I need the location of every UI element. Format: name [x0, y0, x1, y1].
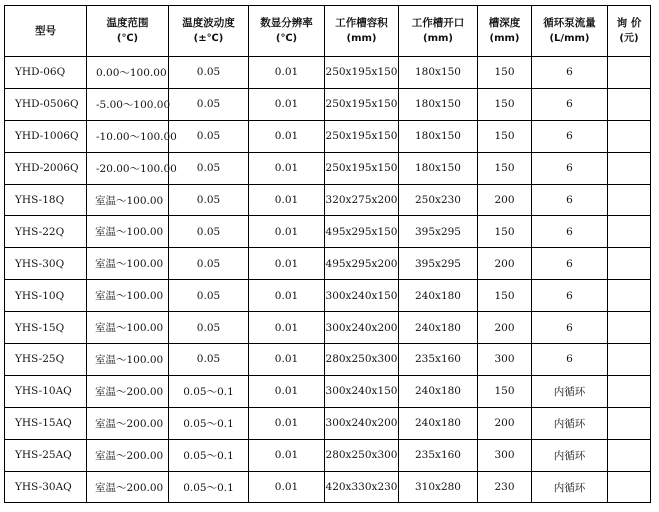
cell-pump-flow: 6: [532, 216, 608, 248]
cell-model: YHD-1006Q: [5, 120, 87, 152]
cell-tank-volume: 280x250x300: [325, 439, 399, 471]
cell-temp-fluctuation: 0.05～0.1: [169, 471, 249, 503]
cell-model: YHS-25AQ: [5, 439, 87, 471]
header-price-inquiry: 询 价 (元): [608, 6, 651, 57]
table-row: [5, 152, 651, 184]
cell-pump-flow: 6: [532, 248, 608, 280]
cell-tank-volume: 300x240x200: [325, 312, 399, 344]
cell-tank-volume: 320x275x200: [325, 184, 399, 216]
cell-tank-volume: 250x195x150: [325, 120, 399, 152]
cell-display-resolution: 0.01: [249, 216, 325, 248]
header-temp-range: 温度范围 (℃): [87, 6, 169, 57]
cell-model: YHS-30Q: [5, 248, 87, 280]
cell-display-resolution: 0.01: [249, 152, 325, 184]
cell-temp-fluctuation: 0.05～0.1: [169, 375, 249, 407]
cell-pump-flow: 内循环: [532, 439, 608, 471]
cell-temp-fluctuation: 0.05: [169, 280, 249, 312]
cell-model: YHS-15AQ: [5, 407, 87, 439]
cell-tank-depth: 150: [478, 88, 532, 120]
cell-temp-range: -5.00～100.00: [87, 88, 169, 120]
cell-tank-opening: 180x150: [399, 88, 478, 120]
header-tank-depth: 槽深度 (mm): [478, 6, 532, 57]
cell-tank-depth: 150: [478, 152, 532, 184]
cell-model: YHS-10Q: [5, 280, 87, 312]
cell-tank-depth: 150: [478, 280, 532, 312]
cell-display-resolution: 0.01: [249, 57, 325, 89]
cell-model: YHD-2006Q: [5, 152, 87, 184]
table-row: [5, 88, 651, 120]
cell-tank-depth: 200: [478, 312, 532, 344]
cell-temp-range: 室温～100.00: [87, 216, 169, 248]
cell-temp-range: 室温～200.00: [87, 439, 169, 471]
cell-tank-opening: 240x180: [399, 280, 478, 312]
cell-model: YHS-30AQ: [5, 471, 87, 503]
cell-display-resolution: 0.01: [249, 280, 325, 312]
header-display-resolution: 数显分辨率 (℃): [249, 6, 325, 57]
cell-pump-flow: 6: [532, 120, 608, 152]
table-row: [5, 184, 651, 216]
cell-pump-flow: 内循环: [532, 471, 608, 503]
cell-pump-flow: 6: [532, 184, 608, 216]
cell-price-inquiry: [608, 248, 651, 280]
cell-tank-opening: 310x280: [399, 471, 478, 503]
table-row: [5, 471, 651, 503]
cell-temp-range: 室温～200.00: [87, 375, 169, 407]
cell-temp-fluctuation: 0.05: [169, 152, 249, 184]
cell-pump-flow: 内循环: [532, 375, 608, 407]
cell-model: YHS-25Q: [5, 344, 87, 376]
cell-tank-opening: 240x180: [399, 375, 478, 407]
cell-display-resolution: 0.01: [249, 375, 325, 407]
cell-display-resolution: 0.01: [249, 184, 325, 216]
cell-tank-depth: 150: [478, 375, 532, 407]
header-tank-volume: 工作槽容积 (mm): [325, 6, 399, 57]
cell-tank-depth: 230: [478, 471, 532, 503]
header-temp-fluctuation: 温度波动度 (±℃): [169, 6, 249, 57]
table-row: [5, 407, 651, 439]
cell-temp-range: -10.00～100.00: [87, 120, 169, 152]
cell-price-inquiry: [608, 312, 651, 344]
cell-tank-opening: 180x150: [399, 120, 478, 152]
table-row: [5, 312, 651, 344]
cell-model: YHD-0506Q: [5, 88, 87, 120]
cell-tank-volume: 250x195x150: [325, 88, 399, 120]
cell-tank-volume: 300x240x150: [325, 280, 399, 312]
cell-price-inquiry: [608, 152, 651, 184]
cell-model: YHS-18Q: [5, 184, 87, 216]
header-tank-opening: 工作槽开口 (mm): [399, 6, 478, 57]
cell-tank-depth: 150: [478, 120, 532, 152]
cell-tank-volume: 300x240x200: [325, 407, 399, 439]
cell-temp-range: 室温～100.00: [87, 184, 169, 216]
cell-tank-opening: 240x180: [399, 407, 478, 439]
cell-price-inquiry: [608, 184, 651, 216]
cell-temp-range: 室温～100.00: [87, 248, 169, 280]
cell-temp-range: 室温～100.00: [87, 312, 169, 344]
table-row: [5, 216, 651, 248]
cell-tank-depth: 200: [478, 184, 532, 216]
cell-temp-fluctuation: 0.05: [169, 248, 249, 280]
cell-temp-range: 室温～100.00: [87, 344, 169, 376]
cell-tank-volume: 420x330x230: [325, 471, 399, 503]
cell-temp-range: 室温～200.00: [87, 471, 169, 503]
cell-temp-fluctuation: 0.05～0.1: [169, 439, 249, 471]
cell-temp-fluctuation: 0.05: [169, 120, 249, 152]
table-body: [5, 57, 651, 503]
cell-tank-opening: 240x180: [399, 312, 478, 344]
cell-temp-fluctuation: 0.05: [169, 88, 249, 120]
cell-price-inquiry: [608, 407, 651, 439]
cell-pump-flow: 6: [532, 344, 608, 376]
cell-temp-range: 室温～200.00: [87, 407, 169, 439]
cell-temp-fluctuation: 0.05: [169, 184, 249, 216]
cell-display-resolution: 0.01: [249, 248, 325, 280]
cell-tank-opening: 395x295: [399, 216, 478, 248]
cell-pump-flow: 6: [532, 88, 608, 120]
cell-price-inquiry: [608, 344, 651, 376]
cell-tank-volume: 250x195x150: [325, 152, 399, 184]
cell-temp-fluctuation: 0.05: [169, 312, 249, 344]
table-row: [5, 248, 651, 280]
cell-display-resolution: 0.01: [249, 88, 325, 120]
cell-tank-opening: 180x150: [399, 57, 478, 89]
cell-tank-volume: 280x250x300: [325, 344, 399, 376]
cell-display-resolution: 0.01: [249, 120, 325, 152]
cell-temp-fluctuation: 0.05: [169, 216, 249, 248]
cell-temp-range: 室温～100.00: [87, 280, 169, 312]
cell-tank-depth: 150: [478, 57, 532, 89]
cell-display-resolution: 0.01: [249, 344, 325, 376]
cell-tank-opening: 250x230: [399, 184, 478, 216]
cell-display-resolution: 0.01: [249, 312, 325, 344]
table-row: [5, 439, 651, 471]
cell-price-inquiry: [608, 280, 651, 312]
cell-price-inquiry: [608, 439, 651, 471]
cell-display-resolution: 0.01: [249, 471, 325, 503]
cell-tank-volume: 495x295x200: [325, 248, 399, 280]
table-row: [5, 120, 651, 152]
cell-tank-opening: 235x160: [399, 439, 478, 471]
cell-model: YHS-22Q: [5, 216, 87, 248]
cell-temp-fluctuation: 0.05: [169, 344, 249, 376]
cell-temp-range: 0.00～100.00: [87, 57, 169, 89]
header-model: 型号: [5, 6, 87, 57]
cell-display-resolution: 0.01: [249, 407, 325, 439]
cell-pump-flow: 6: [532, 280, 608, 312]
cell-pump-flow: 6: [532, 312, 608, 344]
cell-price-inquiry: [608, 216, 651, 248]
cell-tank-depth: 300: [478, 439, 532, 471]
cell-pump-flow: 6: [532, 57, 608, 89]
cell-display-resolution: 0.01: [249, 439, 325, 471]
table-row: [5, 57, 651, 89]
cell-model: YHS-15Q: [5, 312, 87, 344]
cell-price-inquiry: [608, 57, 651, 89]
cell-price-inquiry: [608, 120, 651, 152]
cell-tank-depth: 200: [478, 407, 532, 439]
cell-temp-fluctuation: 0.05～0.1: [169, 407, 249, 439]
cell-price-inquiry: [608, 88, 651, 120]
cell-pump-flow: 内循环: [532, 407, 608, 439]
cell-pump-flow: 6: [532, 152, 608, 184]
table-row: [5, 344, 651, 376]
cell-tank-depth: 150: [478, 216, 532, 248]
cell-price-inquiry: [608, 471, 651, 503]
cell-tank-depth: 200: [478, 248, 532, 280]
table-row: [5, 375, 651, 407]
cell-tank-volume: 300x240x150: [325, 375, 399, 407]
cell-model: YHD-06Q: [5, 57, 87, 89]
cell-tank-opening: 395x295: [399, 248, 478, 280]
cell-price-inquiry: [608, 375, 651, 407]
cell-model: YHS-10AQ: [5, 375, 87, 407]
spec-table: [4, 5, 651, 503]
header-pump-flow: 循环泵流量 (L/mm): [532, 6, 608, 57]
cell-temp-range: -20.00～100.00: [87, 152, 169, 184]
cell-temp-fluctuation: 0.05: [169, 57, 249, 89]
cell-tank-opening: 180x150: [399, 152, 478, 184]
cell-tank-opening: 235x160: [399, 344, 478, 376]
header-row: [5, 6, 651, 57]
cell-tank-depth: 300: [478, 344, 532, 376]
cell-tank-volume: 495x295x150: [325, 216, 399, 248]
cell-tank-volume: 250x195x150: [325, 57, 399, 89]
table-row: [5, 280, 651, 312]
